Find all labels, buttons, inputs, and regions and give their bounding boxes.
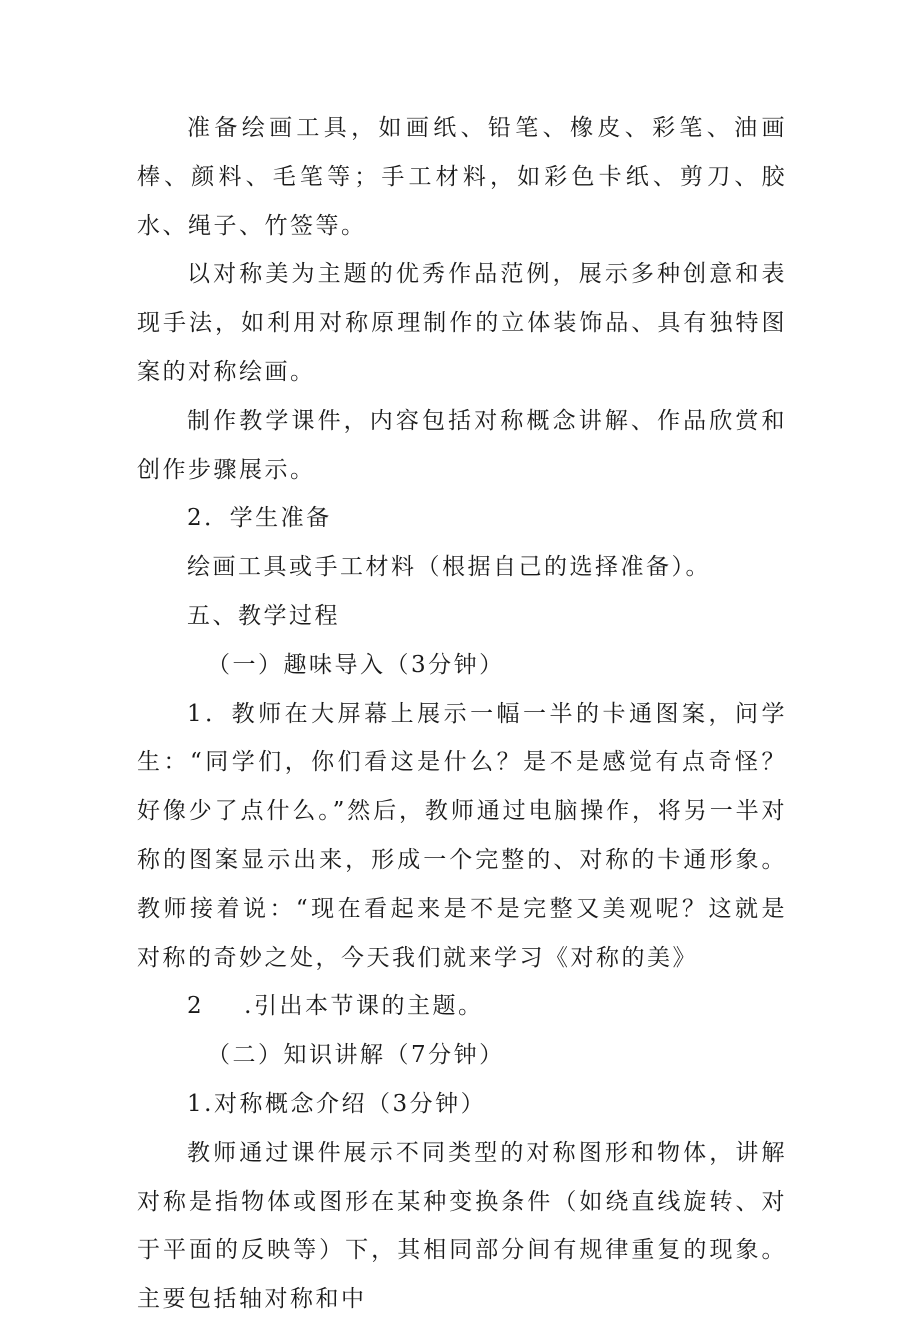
paragraph-materials: 准备绘画工具，如画纸、铅笔、橡皮、彩笔、油画棒、颜料、毛笔等；手工材料，如彩色卡纸、剪刀、胶水、绳子、竹签等。 bbox=[137, 115, 787, 239]
heading-knowledge-explanation: （二）知识讲解（7分钟） bbox=[207, 1042, 505, 1069]
paragraph-courseware: 制作教学课件，内容包括对称概念讲解、作品欣赏和创作步骤展示。 bbox=[137, 407, 787, 483]
paragraph-cartoon-demo: 1．教师在大屏幕上展示一幅一半的卡通图案，问学生：“同学们，你们看这是什么？是不是感觉有点奇怪？好像少了点什么。”然后，教师通过电脑操作，将另一半对称的图案显示出来，形成一个完整的、对称的卡通形象。教师接着说：“现在看起来是不是完整又美观呢？这就是对称的奇妙之处，今天我们就来学习《对称的美》 bbox=[137, 700, 787, 971]
paragraph-symmetry-definition: 教师通过课件展示不同类型的对称图形和物体，讲解对称是指物体或图形在某种变换条件（如绕直线旋转、对于平面的反映等）下，其相同部分间有规律重复的现象。主要包括轴对称和中 bbox=[137, 1139, 787, 1313]
paragraph-examples: 以对称美为主题的优秀作品范例，展示多种创意和表现手法，如利用对称原理制作的立体装饰品、具有独特图案的对称绘画。 bbox=[137, 261, 787, 385]
heading-student-preparation: 2．学生准备 bbox=[187, 505, 332, 532]
heading-teaching-process: 五、教学过程 bbox=[187, 602, 340, 629]
document-body bbox=[0, 104, 920, 1324]
heading-symmetry-concept: 1.对称概念介绍（3分钟） bbox=[187, 1090, 487, 1117]
paragraph-introduce-topic: 2 .引出本节课的主题。 bbox=[187, 993, 484, 1020]
heading-fun-introduction: （一）趣味导入（3分钟） bbox=[207, 651, 505, 678]
paragraph-student-materials: 绘画工具或手工材料（根据自己的选择准备）。 bbox=[187, 554, 711, 581]
